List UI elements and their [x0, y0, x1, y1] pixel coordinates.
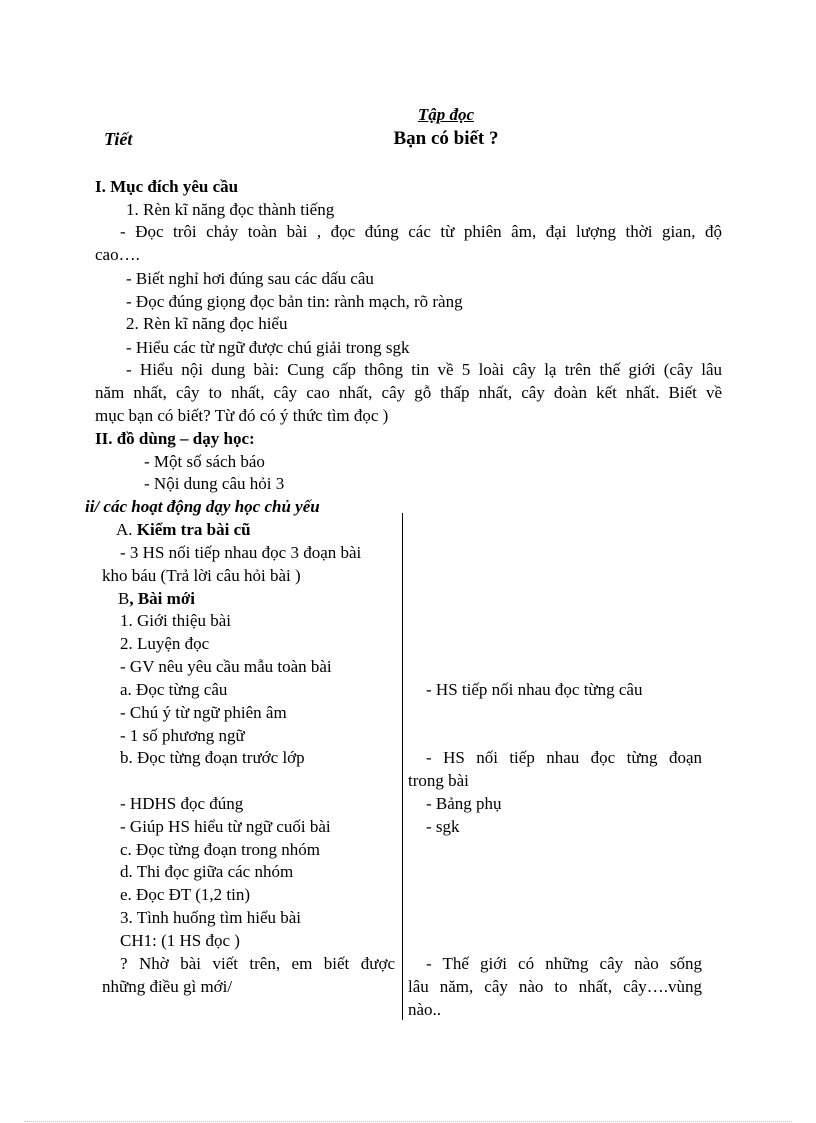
left-line: - 3 HS nối tiếp nhau đọc 3 đoạn bài: [120, 543, 362, 562]
left-line: c. Đọc từng đoạn trong nhóm: [120, 840, 320, 859]
paragraph-line: mục bạn có biết? Từ đó có ý thức tìm đọc ): [95, 406, 389, 425]
paragraph-line: cao….: [95, 245, 140, 264]
left-line: - Chú ý từ ngữ phiên âm: [120, 703, 287, 722]
column-divider: [402, 513, 403, 1020]
list-item: - Một số sách báo: [144, 452, 265, 471]
paragraph-line: - Đọc đúng giọng đọc bản tin: rành mạch, rõ ràng: [126, 292, 463, 311]
subsection-b-heading: [118, 588, 195, 610]
left-line: e. Đọc ĐT (1,2 tin): [120, 885, 250, 904]
subsection-a-title: Kiểm tra bài cũ: [136, 520, 251, 539]
left-line: - Giúp HS hiểu từ ngữ cuối bài: [120, 817, 331, 836]
subsection-b-title: , Bài mới: [129, 589, 195, 608]
left-line: ? Nhờ bài viết trên, em biết được: [120, 954, 395, 973]
left-line: kho báu (Trả lời câu hỏi bài ): [102, 566, 301, 585]
right-line: trong bài: [408, 771, 469, 790]
paragraph-line: - Biết nghỉ hơi đúng sau các dấu câu: [126, 269, 374, 288]
subsection-b-prefix: B: [118, 589, 130, 608]
paragraph-line: năm nhất, cây to nhất, cây cao nhất, cây gỗ thấp nhất, cây đoàn kết nhất. Biết về: [95, 383, 722, 402]
lesson-title: Bạn có biết ?: [393, 128, 499, 149]
right-line: nào..: [408, 1000, 442, 1019]
paragraph-line: - Đọc trôi chảy toàn bài , đọc đúng các từ phiên âm, đại lượng thời gian, độ: [120, 222, 722, 241]
list-item: - Nội dung câu hỏi 3: [144, 474, 285, 493]
right-line: - Bảng phụ: [426, 794, 502, 813]
paragraph-line: - Hiểu các từ ngữ được chú giải trong sgk: [126, 338, 410, 357]
left-line: - HDHS đọc đúng: [120, 794, 244, 813]
right-line: - HS nối tiếp nhau đọc từng đoạn: [426, 748, 702, 767]
left-line: 3. Tình huống tìm hiểu bài: [120, 908, 302, 927]
right-line: - Thế giới có những cây nào sống: [426, 954, 702, 973]
left-line: - 1 số phương ngữ: [120, 726, 245, 745]
section-1-heading: I. Mục đích yêu cầu: [95, 177, 239, 196]
left-line: những điều gì mới/: [102, 977, 233, 996]
subsection-a-prefix: A.: [116, 520, 137, 539]
paragraph-line: 1. Rèn kĩ năng đọc thành tiếng: [126, 200, 335, 219]
left-line: a. Đọc từng câu: [120, 680, 228, 699]
left-line: CH1: (1 HS đọc ): [120, 931, 240, 950]
left-line: d. Thi đọc giữa các nhóm: [120, 862, 294, 881]
left-line: 2. Luyện đọc: [120, 634, 210, 653]
left-line: b. Đọc từng đoạn trước lớp: [120, 748, 305, 767]
right-line: - HS tiếp nối nhau đọc từng câu: [426, 680, 643, 699]
left-line: - GV nêu yêu cầu mẫu toàn bài: [120, 657, 332, 676]
paragraph-line: - Hiểu nội dung bài: Cung cấp thông tin về 5 loài cây lạ trên thế giới (cây lâu: [126, 360, 722, 379]
paragraph-line: 2. Rèn kĩ năng đọc hiểu: [126, 314, 288, 333]
section-3-heading: ii/ các hoạt động dạy học chủ yếu: [85, 497, 320, 516]
subject-title: Tập đọc: [417, 105, 475, 124]
right-line: - sgk: [426, 817, 460, 836]
subsection-a-heading: [116, 519, 251, 541]
left-line: 1. Giới thiệu bài: [120, 611, 231, 630]
section-2-heading: II. đồ dùng – dạy học:: [95, 429, 255, 448]
right-line: lâu năm, cây nào to nhất, cây….vùng: [408, 977, 702, 996]
tiet-label: Tiết: [104, 129, 133, 149]
